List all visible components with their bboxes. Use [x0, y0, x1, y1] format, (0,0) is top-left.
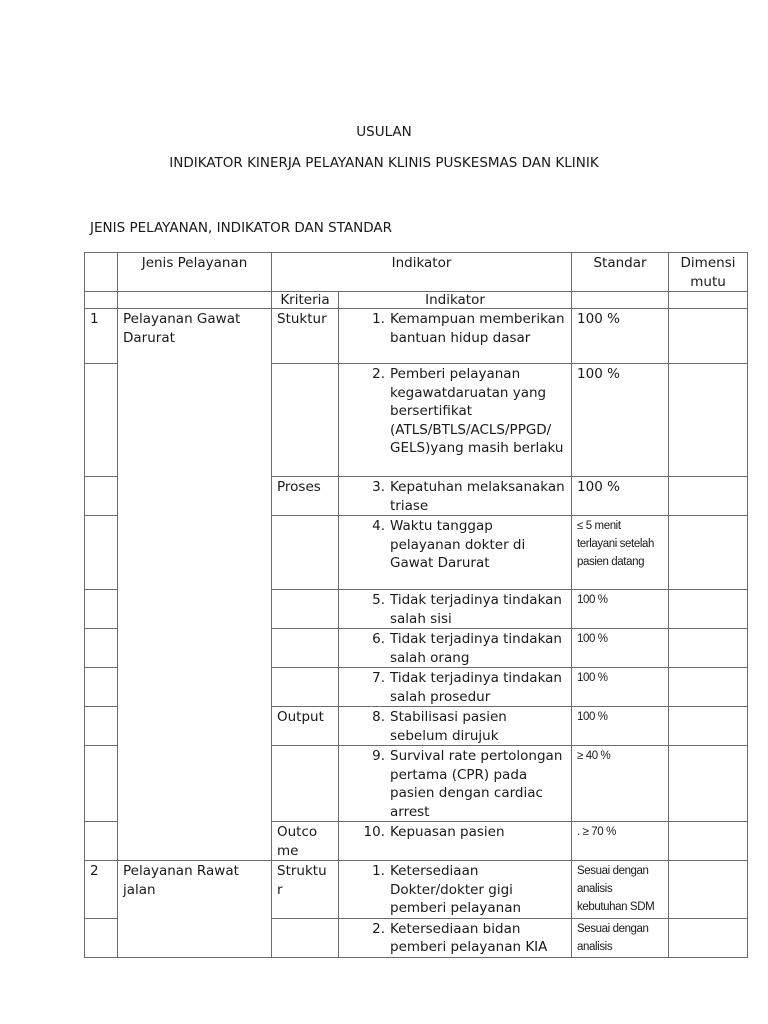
standard-cell: 100 % [572, 309, 669, 364]
indicator-number: 6. [372, 631, 385, 647]
indicator-number: 9. [372, 748, 385, 764]
standard-cell: Sesuai dengan analisis kebutuhan SDM [572, 861, 669, 919]
indicator-text: Kepatuhan melaksanakan triase [390, 479, 565, 514]
indicator-number: 10. [363, 824, 385, 840]
quality-dimension-cell [669, 364, 748, 477]
quality-dimension-cell [669, 668, 748, 707]
row-number: 2 [85, 861, 118, 919]
row-number [85, 668, 118, 707]
indicator-text: Waktu tanggap pelayanan dokter di Gawat Darurat [390, 518, 526, 571]
quality-dimension-cell [669, 707, 748, 746]
criteria-cell [272, 668, 339, 707]
indicator-number: 2. [372, 920, 385, 937]
subheader-cell [572, 292, 669, 309]
standard-cell: 100 % [572, 590, 669, 629]
row-number [85, 918, 118, 957]
criteria-cell [272, 590, 339, 629]
standard-cell: . ≥ 70 % [572, 822, 669, 861]
service-type: Pelayanan Rawat jalan [118, 861, 272, 958]
criteria-cell [272, 746, 339, 822]
indicator-text: Ketersediaan bidan pemberi pelayanan KIA [390, 920, 548, 955]
criteria-cell: Outco me [272, 822, 339, 861]
standard-cell: 100 % [572, 629, 669, 668]
row-number [85, 477, 118, 516]
indicator-text: Tidak terjadinya tindakan salah sisi [390, 592, 562, 627]
header-jenis-pelayanan: Jenis Pelayanan [118, 253, 272, 292]
quality-dimension-cell [669, 477, 748, 516]
indicator-number: 2. [372, 366, 385, 382]
quality-dimension-cell [669, 516, 748, 590]
indicator-text: Survival rate pertolongan pertama (CPR) pada pasien dengan cardiac arrest [390, 748, 563, 820]
criteria-cell [272, 516, 339, 590]
indicator-cell [339, 707, 572, 746]
indicator-number: 7. [372, 670, 385, 686]
criteria-cell [272, 918, 339, 957]
criteria-cell [272, 629, 339, 668]
header-standar: Standar [572, 253, 669, 292]
row-number [85, 590, 118, 629]
header-cell-no [85, 253, 118, 292]
standard-cell: 100 % [572, 364, 669, 477]
standard-cell: 100 % [572, 477, 669, 516]
document-subtitle: INDIKATOR KINERJA PELAYANAN KLINIS PUSKESMAS DAN KLINIK [169, 155, 599, 171]
indicator-number: 8. [372, 709, 385, 725]
standard-cell: Sesuai dengan analisis [572, 918, 669, 957]
indicator-text: Kemampuan memberikan bantuan hidup dasar [390, 311, 565, 346]
indicator-text: Pemberi pelayanan kegawatdaruatan yang bersertifikat (ATLS/BTLS/ACLS/PPGD/ GELS)yang masih berlaku [390, 366, 564, 456]
indicator-number: 4. [372, 518, 385, 534]
indicator-table [84, 252, 748, 958]
row-number [85, 364, 118, 477]
indicator-number: 1. [372, 863, 385, 879]
header-dimensi-mutu: Dimensi mutu [669, 253, 748, 292]
indicator-cell [339, 668, 572, 707]
quality-dimension-cell [669, 629, 748, 668]
criteria-cell: Stuktur [272, 309, 339, 364]
row-number [85, 629, 118, 668]
indicator-number: 5. [372, 592, 385, 608]
standard-cell: ≥ 40 % [572, 746, 669, 822]
indicator-text: Tidak terjadinya tindakan salah prosedur [390, 670, 562, 705]
criteria-cell [272, 364, 339, 477]
service-type: Pelayanan Gawat Darurat [118, 309, 272, 861]
quality-dimension-cell [669, 822, 748, 861]
standard-cell: 100 % [572, 668, 669, 707]
indicator-text: Tidak terjadinya tindakan salah orang [390, 631, 562, 666]
row-number [85, 707, 118, 746]
indicator-cell [339, 861, 572, 919]
subheader-cell [669, 292, 748, 309]
indicator-cell [339, 822, 572, 861]
criteria-cell: Struktu r [272, 861, 339, 919]
indicator-cell [339, 746, 572, 822]
indicator-cell [339, 629, 572, 668]
indicator-text: Ketersediaan Dokter/dokter gigi pemberi pelayanan [390, 863, 522, 916]
subheader-cell [85, 292, 118, 309]
indicator-cell [339, 364, 572, 477]
indicator-text: Kepuasan pasien [390, 824, 505, 840]
indicator-cell [339, 309, 572, 364]
row-number [85, 746, 118, 822]
quality-dimension-cell [669, 309, 748, 364]
subheader-kriteria: Kriteria [272, 292, 339, 309]
header-indikator: Indikator [272, 253, 572, 292]
standard-cell: 100 % [572, 707, 669, 746]
document-title: USULAN [356, 124, 412, 140]
row-number: 1 [85, 309, 118, 364]
indicator-cell [339, 516, 572, 590]
criteria-cell: Output [272, 707, 339, 746]
indicator-cell [339, 918, 572, 957]
indicator-number: 3. [372, 479, 385, 495]
subheader-cell [118, 292, 272, 309]
standard-cell: ≤ 5 menit terlayani setelah pasien datang [572, 516, 669, 590]
indicator-text: Stabilisasi pasien sebelum dirujuk [390, 709, 507, 744]
indicator-number: 1. [372, 311, 385, 327]
row-number [85, 516, 118, 590]
quality-dimension-cell [669, 746, 748, 822]
section-heading: JENIS PELAYANAN, INDIKATOR DAN STANDAR [90, 220, 393, 236]
quality-dimension-cell [669, 861, 748, 919]
quality-dimension-cell [669, 918, 748, 957]
indicator-cell [339, 590, 572, 629]
row-number [85, 822, 118, 861]
criteria-cell: Proses [272, 477, 339, 516]
quality-dimension-cell [669, 590, 748, 629]
indicator-cell [339, 477, 572, 516]
subheader-indikator: Indikator [339, 292, 572, 309]
